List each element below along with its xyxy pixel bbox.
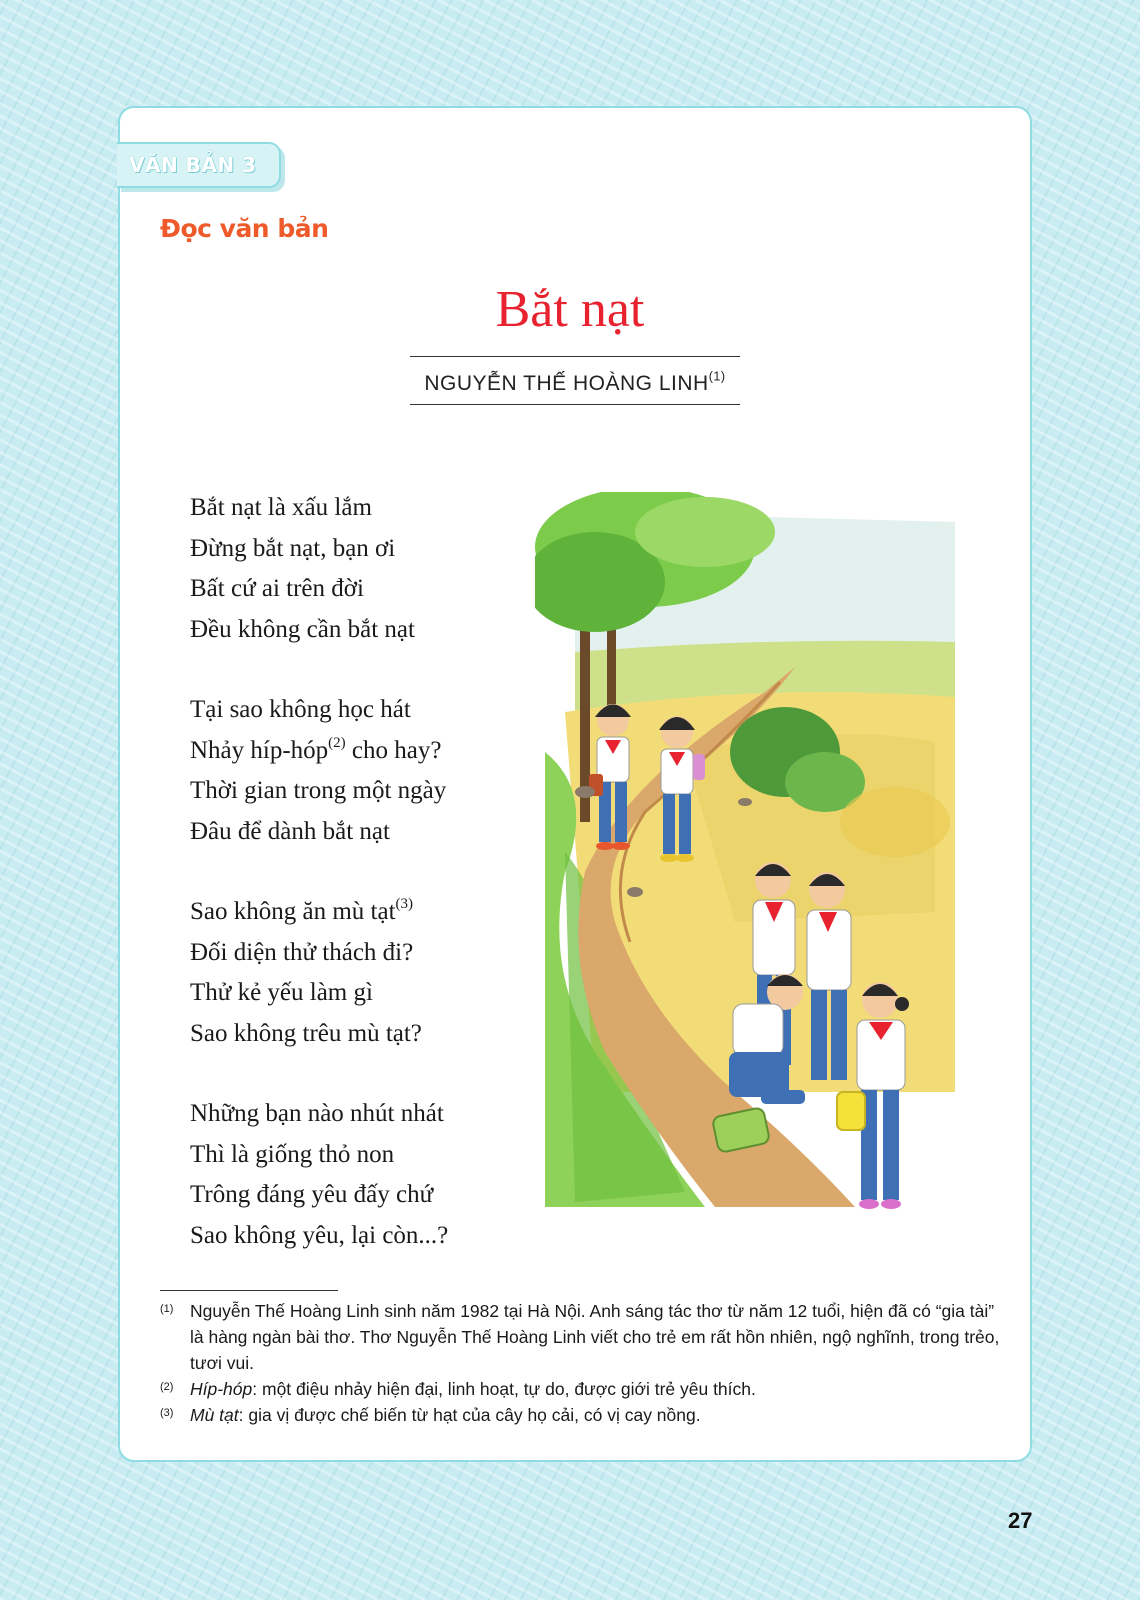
author-top-rule (410, 356, 740, 357)
poem-line (190, 488, 530, 529)
footnote-text-wrap (190, 1376, 1000, 1402)
author-byline (410, 369, 740, 396)
poem-stanza (190, 1094, 530, 1256)
poem-line (190, 973, 530, 1014)
footnote-rule (160, 1290, 338, 1291)
footnote-ref: (3) (395, 895, 414, 912)
poem-line (190, 690, 530, 731)
author-bottom-rule (410, 404, 740, 405)
poem-line (190, 771, 530, 812)
section-tag: VĂN BẢN 3 (117, 142, 281, 188)
poem-line (190, 1175, 530, 1216)
footnote-text-wrap (190, 1298, 1000, 1376)
footnote-text-wrap (190, 1402, 1000, 1428)
poem-line-text: Sao không yêu, lại còn...? (190, 1221, 449, 1249)
author-note-ref: (1) (708, 369, 726, 384)
author-name: NGUYỄN THẾ HOÀNG LINH (424, 372, 709, 395)
poem-line-text: Thì là giống thỏ non (190, 1140, 395, 1168)
footnote-text: : một điệu nhảy hiện đại, linh hoạt, tự do, được giới trẻ yêu thích. (252, 1379, 756, 1399)
poem-line (190, 610, 530, 651)
footnote-term: Mù tạt (190, 1405, 239, 1425)
poem-line-text: Sao không trêu mù tạt? (190, 1019, 422, 1047)
poem-stanza (190, 488, 530, 650)
poem-line-text: Thử kẻ yếu làm gì (190, 979, 373, 1006)
poem-line (190, 933, 530, 974)
poem-line-text: Những bạn nào nhút nhát (190, 1100, 444, 1127)
footnote-term: Híp-hóp (190, 1379, 253, 1399)
footnote-item (160, 1402, 1000, 1428)
poem-line (190, 892, 530, 933)
poem-line-text: Sao không ăn mù tạt (190, 898, 396, 925)
page-number: 27 (1008, 1508, 1033, 1533)
poem-line-text: Đối diện thử thách đi? (190, 938, 414, 966)
footnote-mark: (1) (160, 1303, 174, 1315)
poem-line (190, 1014, 530, 1055)
poem-line-text: Bất cứ ai trên đời (190, 575, 364, 602)
poem-line-text: Nhảy híp-hóp (190, 736, 329, 764)
poem-stanza (190, 892, 530, 1054)
poem-line-text: Bắt nạt là xấu lắm (190, 494, 372, 521)
poem-line-text: Đừng bắt nạt, bạn ơi (190, 534, 396, 562)
footnote-item (160, 1376, 1000, 1402)
poem-body (190, 488, 530, 1296)
poem-line (190, 1216, 530, 1257)
footnote-text: Nguyễn Thế Hoàng Linh sinh năm 1982 tại Hà Nội. Anh sáng tác thơ từ năm 12 tuổi, hiện đã có “gia tài” là hàng ngàn bài thơ. Thơ Nguyễn Thế Hoàng Linh viết cho trẻ em rất hồn nhiên, ngộ nghĩnh, trong trẻo, tươi vui. (190, 1301, 1000, 1373)
children-path-illustration (535, 492, 965, 1240)
footnotes (160, 1298, 1000, 1428)
poem-line (190, 529, 530, 570)
poem-line (190, 1135, 530, 1176)
poem-line (190, 731, 530, 772)
poem-line-text: Tại sao không học hát (190, 696, 411, 723)
poem-line (190, 812, 530, 853)
footnote-ref: (2) (328, 734, 346, 751)
footnote-item (160, 1298, 1000, 1376)
footnote-text: : gia vị được chế biến từ hạt của cây họ cải, có vị cay nồng. (238, 1405, 701, 1425)
poem-line-text-after: cho hay? (345, 736, 442, 764)
poem-line (190, 569, 530, 610)
poem-line-text: Thời gian trong một ngày (190, 777, 447, 804)
poem-line-text: Trông đáng yêu đấy chứ (190, 1181, 434, 1208)
poem-line-text: Đâu để dành bắt nạt (190, 817, 390, 845)
poem-line-text: Đều không cần bắt nạt (190, 615, 415, 643)
footnote-mark: (3) (160, 1407, 174, 1419)
poem-line (190, 1094, 530, 1135)
section-heading: Đọc văn bản (160, 214, 329, 243)
poem-title: Bắt nạt (495, 281, 645, 338)
footnote-mark: (2) (160, 1381, 174, 1393)
poem-stanza (190, 690, 530, 852)
